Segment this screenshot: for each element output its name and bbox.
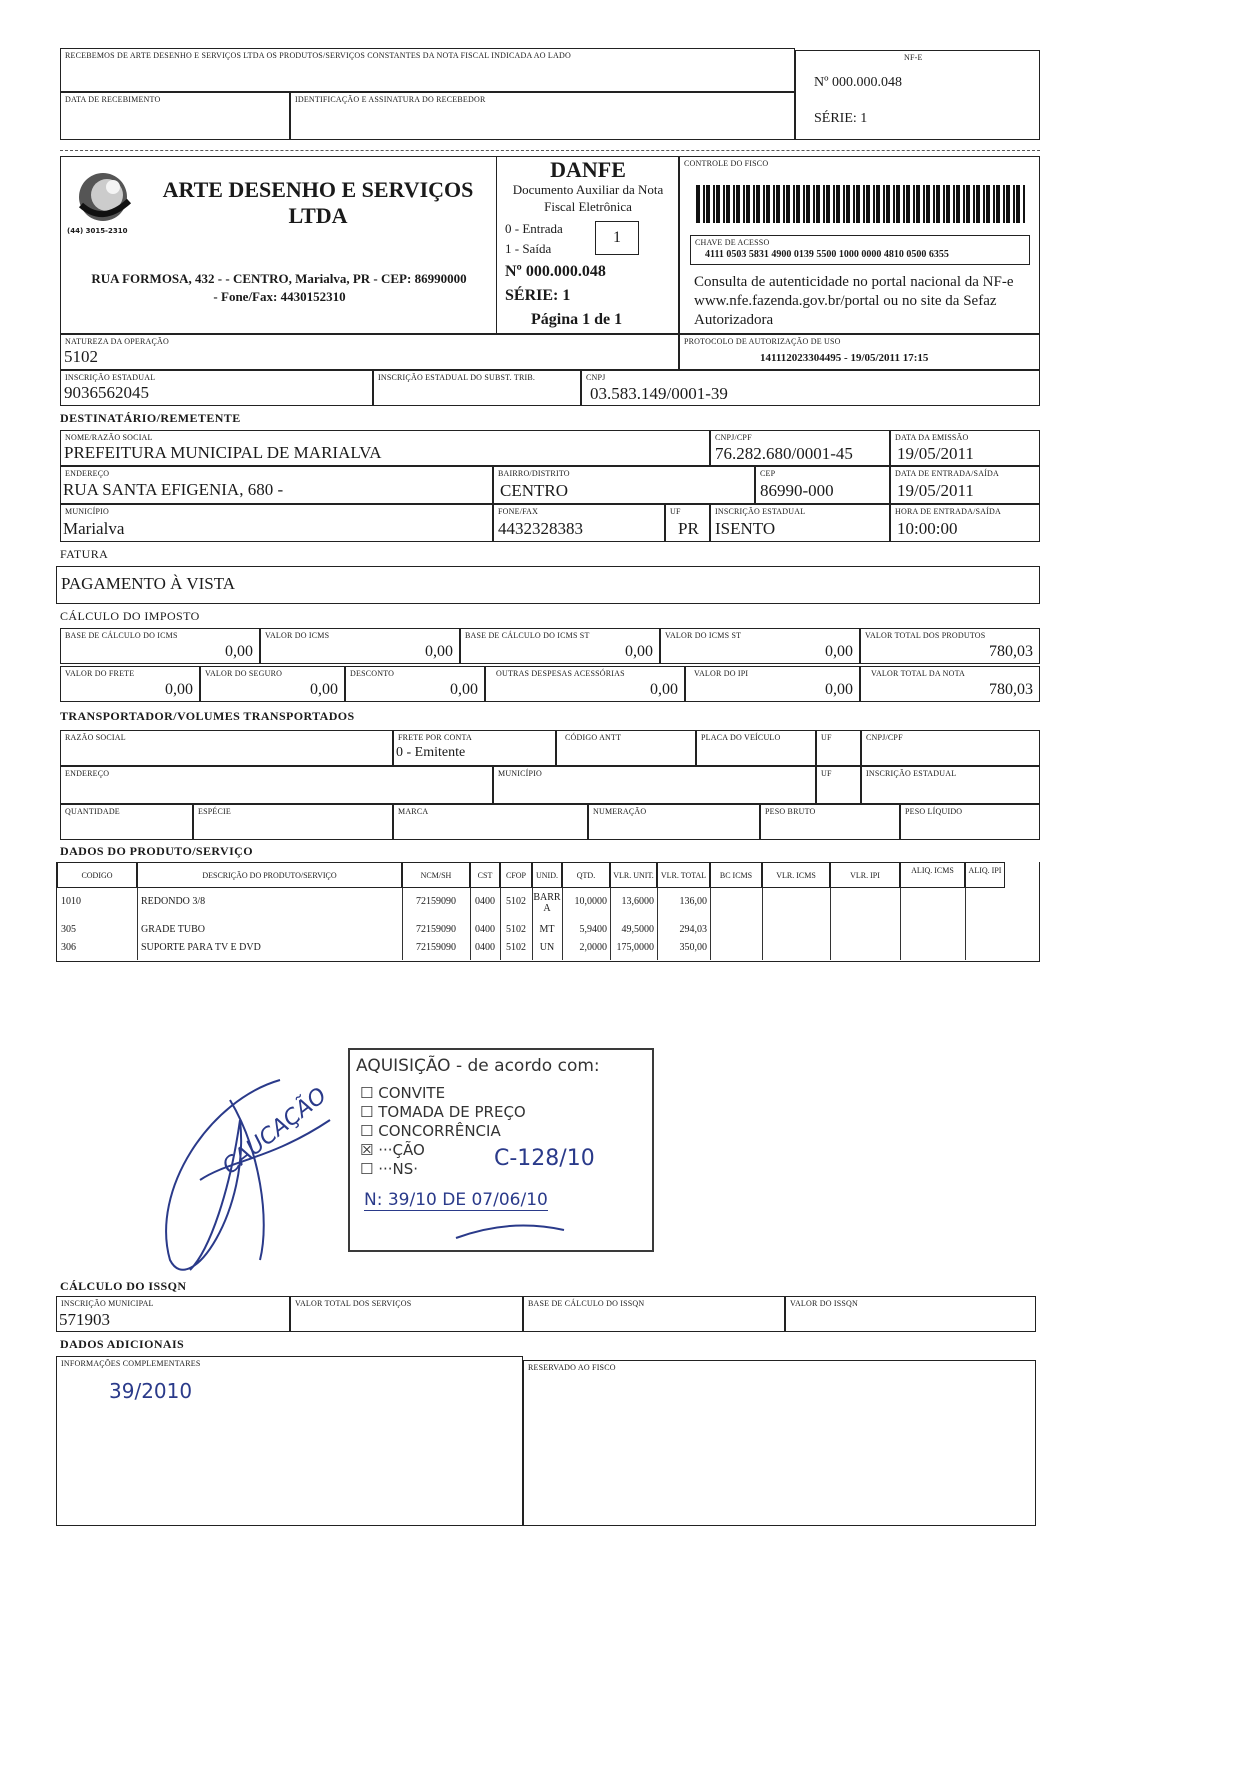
issqn-total-label: VALOR TOTAL DOS SERVIÇOS xyxy=(295,1299,412,1308)
produto-unid-cell: MT xyxy=(539,924,555,935)
transp-ie-field xyxy=(861,766,1040,804)
danfe-entrada: 0 - Entrada xyxy=(505,221,563,236)
danfe-tipo-box: 1 xyxy=(595,221,639,255)
produto-qtd-cell: 5,9400 xyxy=(579,924,607,935)
dest-entrada-value: 19/05/2011 xyxy=(897,481,974,500)
produto-descricao-cell: GRADE TUBO xyxy=(141,924,205,935)
dest-endereco-field xyxy=(60,466,493,504)
frete-label: VALOR DO FRETE xyxy=(65,669,135,678)
emitente-fone: - Fone/Fax: 4430152310 xyxy=(213,289,346,304)
checkbox-icon: ☐ xyxy=(360,1160,379,1178)
produto-cst-cell: 0400 xyxy=(475,942,495,953)
adicionais-section: DADOS ADICIONAIS xyxy=(60,1337,185,1351)
produtos-col-divider xyxy=(830,888,831,960)
produto-unid-cell: UN xyxy=(539,942,555,953)
dest-entrada-label: DATA DE ENTRADA/SAÍDA xyxy=(895,469,1000,478)
stamp-title: AQUISIÇÃO - de acordo com: xyxy=(356,1056,600,1076)
transp-endereco-field xyxy=(60,766,493,804)
icms-st-value: 0,00 xyxy=(825,643,853,660)
emitente-endereco: RUA FORMOSA, 432 - - CENTRO, Marialva, PR - CEP: 86990000 xyxy=(91,271,467,286)
transp-peso-bruto-field xyxy=(760,804,900,840)
transp-ie-label: INSCRIÇÃO ESTADUAL xyxy=(866,769,957,778)
icms-st-field xyxy=(660,628,860,664)
outras-label: OUTRAS DESPESAS ACESSÓRIAS xyxy=(496,669,625,678)
issqn-im-label: INSCRIÇÃO MUNICIPAL xyxy=(61,1299,154,1308)
canhoto-nfe xyxy=(795,50,1040,140)
destinatario-section: DESTINATÁRIO/REMETENTE xyxy=(60,411,241,425)
dest-cep-value: 86990-000 xyxy=(760,481,834,500)
issqn-bc-label: BASE DE CÁLCULO DO ISSQN xyxy=(528,1299,645,1308)
dest-emissao-field xyxy=(890,430,1040,466)
transp-numeracao-field xyxy=(588,804,760,840)
produtos-col-divider xyxy=(710,888,711,960)
produto-cst-cell: 0400 xyxy=(475,924,495,935)
produto-unit-cell: 175,0000 xyxy=(616,942,654,953)
dest-fone-field xyxy=(493,504,665,542)
dest-nome-field xyxy=(60,430,710,466)
dest-cnpj-field xyxy=(710,430,890,466)
danfe-numero: Nº 000.000.048 xyxy=(505,263,606,280)
produto-total-cell: 136,00 xyxy=(679,896,707,907)
dest-bairro-field xyxy=(493,466,755,504)
danfe-box xyxy=(497,156,679,334)
transp-razao-label: RAZÃO SOCIAL xyxy=(65,733,126,742)
transp-frete-value: 0 - Emitente xyxy=(396,745,466,760)
produto-codigo-cell: 1010 xyxy=(61,896,81,907)
canhoto-header-text: RECEBEMOS DE ARTE DESENHO E SERVIÇOS LTDA OS PRODUTOS/SERVIÇOS CONSTANTES DA NOTA FISCAL INDICADA AO LADO xyxy=(65,51,571,60)
dest-municipio-field xyxy=(60,504,493,542)
total-produtos-field xyxy=(860,628,1040,664)
protocolo-value: 141112023304495 - 19/05/2011 17:15 xyxy=(760,352,929,364)
dest-hora-label: HORA DE ENTRADA/SAÍDA xyxy=(895,507,1001,516)
dest-entrada-field xyxy=(890,466,1040,504)
bc-icms-value: 0,00 xyxy=(225,643,253,660)
transp-municipio-field xyxy=(493,766,816,804)
data-recebimento-field xyxy=(60,92,290,140)
transp-uf2-field xyxy=(816,766,861,804)
chave-acesso-field xyxy=(690,235,1030,265)
produtos-header-cell: VLR. TOTAL xyxy=(657,862,710,888)
produtos-table xyxy=(56,862,1040,962)
bc-st-label: BASE DE CÁLCULO DO ICMS ST xyxy=(465,631,590,640)
produto-unid-cell: BARR A xyxy=(533,892,561,914)
danfe-subtitle1: Documento Auxiliar da Nota xyxy=(512,182,664,197)
produtos-col-divider xyxy=(900,888,901,960)
produto-qtd-cell: 10,0000 xyxy=(574,896,607,907)
issqn-section: CÁLCULO DO ISSQN xyxy=(60,1279,187,1293)
transp-razao-field xyxy=(60,730,393,766)
outras-value: 0,00 xyxy=(650,681,678,698)
icms-st-label: VALOR DO ICMS ST xyxy=(665,631,742,640)
transp-marca-field xyxy=(393,804,588,840)
stamp-option xyxy=(360,1084,526,1103)
info-complementares-label: INFORMAÇÕES COMPLEMENTARES xyxy=(61,1359,201,1368)
dest-endereco-value: RUA SANTA EFIGENIA, 680 - xyxy=(63,480,284,499)
produto-cfop-cell: 5102 xyxy=(506,896,526,907)
produtos-section: DADOS DO PRODUTO/SERVIÇO xyxy=(60,844,253,858)
logo-phone: (44) 3015-2310 xyxy=(67,227,128,235)
controle-label: CONTROLE DO FISCO xyxy=(684,159,769,168)
cnpj-emitente-field xyxy=(581,370,1040,406)
dest-fone-value: 4432328383 xyxy=(498,519,583,538)
desconto-field xyxy=(345,666,485,702)
produto-ncm-cell: 72159090 xyxy=(416,924,456,935)
produto-ncm-cell: 72159090 xyxy=(416,896,456,907)
total-nota-value: 780,03 xyxy=(989,681,1033,698)
produtos-header-cell: BC ICMS xyxy=(710,862,762,888)
seguro-field xyxy=(200,666,345,702)
danfe-pagina: Página 1 de 1 xyxy=(531,311,623,328)
produtos-col-divider xyxy=(762,888,763,960)
dest-uf-label: UF xyxy=(670,507,681,516)
aquisicao-stamp xyxy=(348,1048,654,1252)
danfe-title: DANFE xyxy=(550,157,626,182)
natureza-field xyxy=(60,334,679,370)
transp-marca-label: MARCA xyxy=(398,807,429,816)
bc-st-value: 0,00 xyxy=(625,643,653,660)
consulta-text: Consulta de autenticidade no portal nacional da NF-e www.nfe.fazenda.gov.br/portal ou no site da Sefaz Autorizadora xyxy=(694,274,1014,328)
dest-municipio-label: MUNICÍPIO xyxy=(65,507,110,516)
stamp-underline-mark xyxy=(450,1216,570,1246)
produto-descricao-cell: REDONDO 3/8 xyxy=(141,896,206,907)
total-nota-field xyxy=(860,666,1040,702)
transp-peso-bruto-label: PESO BRUTO xyxy=(765,807,816,816)
stamp-option-label: ···NS· xyxy=(378,1160,419,1178)
issqn-valor-field xyxy=(785,1296,1036,1332)
dest-cep-field xyxy=(755,466,890,504)
stamp-option-label: TOMADA DE PREÇO xyxy=(378,1103,526,1121)
identificacao-label: IDENTIFICAÇÃO E ASSINATURA DO RECEBEDOR xyxy=(295,95,486,104)
identificacao-field xyxy=(290,92,795,140)
produtos-header-cell: ALIQ. ICMS xyxy=(900,862,965,888)
issqn-im-field xyxy=(56,1296,290,1332)
ie-emitente-field xyxy=(60,370,373,406)
icms-label: VALOR DO ICMS xyxy=(265,631,330,640)
stamp-ref: C-128/10 xyxy=(494,1146,595,1171)
dest-hora-field xyxy=(890,504,1040,542)
produtos-header-cell: CFOP xyxy=(500,862,532,888)
dest-emissao-value: 19/05/2011 xyxy=(897,444,974,463)
dest-ie-field xyxy=(710,504,890,542)
transp-frete-label: FRETE POR CONTA xyxy=(398,733,472,742)
transp-uf2-label: UF xyxy=(821,769,832,778)
protocolo-label: PROTOCOLO DE AUTORIZAÇÃO DE USO xyxy=(684,337,841,346)
dest-cep-label: CEP xyxy=(760,469,776,478)
produtos-header-cell: QTD. xyxy=(562,862,610,888)
cnpj-emitente-value: 03.583.149/0001-39 xyxy=(590,384,728,403)
transp-uf-label: UF xyxy=(821,733,832,742)
produto-total-cell: 294,03 xyxy=(679,924,707,935)
reservado-fisco-field xyxy=(523,1360,1036,1526)
produtos-header-cell: ALIQ. IPI xyxy=(965,862,1005,888)
info-complementares-field xyxy=(56,1356,523,1526)
transp-cnpj-label: CNPJ/CPF xyxy=(866,733,903,742)
total-produtos-label: VALOR TOTAL DOS PRODUTOS xyxy=(865,631,986,640)
controle-box xyxy=(679,156,1040,334)
chave-label: CHAVE DE ACESSO xyxy=(695,238,770,247)
produto-cst-cell: 0400 xyxy=(475,896,495,907)
dest-uf-field xyxy=(665,504,710,542)
produtos-col-divider xyxy=(137,888,138,960)
transp-municipio-label: MUNICÍPIO xyxy=(498,769,543,778)
fatura-field xyxy=(56,566,1040,604)
desconto-value: 0,00 xyxy=(450,681,478,698)
checkbox-icon: ☐ xyxy=(360,1103,379,1121)
transp-endereco-label: ENDEREÇO xyxy=(65,769,110,778)
ie-st-field xyxy=(373,370,581,406)
canhoto-numero: Nº 000.000.048 xyxy=(814,75,902,90)
danfe-serie: SÉRIE: 1 xyxy=(505,287,571,304)
produtos-header-cell: CST xyxy=(470,862,500,888)
ipi-value: 0,00 xyxy=(825,681,853,698)
stamp-option xyxy=(360,1122,526,1141)
checkbox-icon: ☐ xyxy=(360,1122,379,1140)
barcode xyxy=(696,185,1026,223)
produtos-header-cell: UNID. xyxy=(532,862,562,888)
dest-municipio-value: Marialva xyxy=(63,519,125,538)
dest-cnpj-value: 76.282.680/0001-45 xyxy=(715,444,853,463)
transp-frete-field xyxy=(393,730,556,766)
company-logo xyxy=(69,165,141,237)
canhoto-serie: SÉRIE: 1 xyxy=(814,111,868,126)
issqn-total-field xyxy=(290,1296,523,1332)
transp-antt-field xyxy=(556,730,696,766)
icms-field xyxy=(260,628,460,664)
transp-cnpj-field xyxy=(861,730,1040,766)
dest-endereco-label: ENDEREÇO xyxy=(65,469,110,478)
transp-placa-field xyxy=(696,730,816,766)
protocolo-field xyxy=(679,334,1040,370)
produto-descricao-cell: SUPORTE PARA TV E DVD xyxy=(141,942,261,953)
cnpj-emitente-label: CNPJ xyxy=(586,373,606,382)
stamp-option-label: ···ÇÃO xyxy=(378,1141,425,1159)
ipi-label: VALOR DO IPI xyxy=(694,669,749,678)
ipi-field xyxy=(685,666,860,702)
dest-ie-value: ISENTO xyxy=(715,519,776,538)
stamp-option xyxy=(360,1103,526,1122)
bc-st-field xyxy=(460,628,660,664)
produtos-header-cell: DESCRIÇÃO DO PRODUTO/SERVIÇO xyxy=(137,862,402,888)
transp-peso-liquido-field xyxy=(900,804,1040,840)
dest-cnpj-label: CNPJ/CPF xyxy=(715,433,752,442)
transp-especie-label: ESPÉCIE xyxy=(198,807,231,816)
bc-icms-label: BASE DE CÁLCULO DO ICMS xyxy=(65,631,178,640)
seguro-label: VALOR DO SEGURO xyxy=(205,669,283,678)
produto-codigo-cell: 306 xyxy=(61,942,76,953)
imposto-section: CÁLCULO DO IMPOSTO xyxy=(60,609,200,623)
emitente-nome: ARTE DESENHO E SERVIÇOS LTDA xyxy=(162,177,474,228)
icms-value: 0,00 xyxy=(425,643,453,660)
data-recebimento-label: DATA DE RECEBIMENTO xyxy=(65,95,161,104)
bc-icms-field xyxy=(60,628,260,664)
cut-line xyxy=(60,150,1040,151)
danfe-subtitle2: Fiscal Eletrônica xyxy=(544,199,632,214)
ie-emitente-value: 9036562045 xyxy=(64,383,149,402)
fatura-section: FATURA xyxy=(60,547,109,561)
transp-uf-field xyxy=(816,730,861,766)
transp-peso-liquido-label: PESO LÍQUIDO xyxy=(905,807,963,816)
dest-nome-label: NOME/RAZÃO SOCIAL xyxy=(65,433,153,442)
ie-st-label: INSCRIÇÃO ESTADUAL DO SUBST. TRIB. xyxy=(378,373,536,382)
produtos-header-cell: VLR. ICMS xyxy=(762,862,830,888)
checked-box-icon: ☒ xyxy=(360,1141,379,1159)
transp-numeracao-label: NUMERAÇÃO xyxy=(593,807,647,816)
produtos-header-cell: NCM/SH xyxy=(402,862,470,888)
produto-ncm-cell: 72159090 xyxy=(416,942,456,953)
produto-unit-cell: 13,6000 xyxy=(621,896,654,907)
dest-fone-label: FONE/FAX xyxy=(498,507,539,516)
dest-uf-value: PR xyxy=(678,519,699,538)
produto-codigo-cell: 305 xyxy=(61,924,76,935)
dest-emissao-label: DATA DA EMISSÃO xyxy=(895,433,969,442)
produto-cfop-cell: 5102 xyxy=(506,942,526,953)
transp-especie-field xyxy=(193,804,393,840)
frete-field xyxy=(60,666,200,702)
dest-ie-label: INSCRIÇÃO ESTADUAL xyxy=(715,507,806,516)
produtos-header-cell: CODIGO xyxy=(57,862,137,888)
transp-placa-label: PLACA DO VEÍCULO xyxy=(701,733,781,742)
chave-acesso: 4111 0503 5831 4900 0139 5500 1000 0000 4810 0500 6355 xyxy=(705,249,949,260)
issqn-bc-field xyxy=(523,1296,785,1332)
handwritten-caucao: CAUCAÇÃO xyxy=(218,1083,332,1180)
seguro-value: 0,00 xyxy=(310,681,338,698)
natureza-value: 5102 xyxy=(64,347,98,366)
handwritten-annotation: 39/2010 xyxy=(109,1379,193,1403)
produto-cfop-cell: 5102 xyxy=(506,924,526,935)
checkbox-icon: ☐ xyxy=(360,1084,379,1102)
issqn-valor-label: VALOR DO ISSQN xyxy=(790,1299,858,1308)
frete-value: 0,00 xyxy=(165,681,193,698)
produtos-header-cell: VLR. UNIT. xyxy=(610,862,657,888)
produto-total-cell: 350,00 xyxy=(679,942,707,953)
produto-qtd-cell: 2,0000 xyxy=(579,942,607,953)
dest-nome-value: PREFEITURA MUNICIPAL DE MARIALVA xyxy=(64,443,382,462)
stamp-option-label: CONCORRÊNCIA xyxy=(378,1122,501,1140)
nfe-label: NF-E xyxy=(904,53,923,62)
transporte-section: TRANSPORTADOR/VOLUMES TRANSPORTADOS xyxy=(60,709,355,723)
transp-antt-label: CÓDIGO ANTT xyxy=(565,733,622,742)
dest-bairro-label: BAIRRO/DISTRITO xyxy=(498,469,570,478)
ie-emitente-label: INSCRIÇÃO ESTADUAL xyxy=(65,373,156,382)
total-produtos-value: 780,03 xyxy=(989,643,1033,660)
produtos-header-cell: VLR. IPI xyxy=(830,862,900,888)
produtos-col-divider xyxy=(965,888,966,960)
transp-quantidade-label: QUANTIDADE xyxy=(65,807,120,816)
produto-unit-cell: 49,5000 xyxy=(621,924,654,935)
dest-bairro-value: CENTRO xyxy=(500,481,568,500)
total-nota-label: VALOR TOTAL DA NOTA xyxy=(871,669,966,678)
outras-field xyxy=(485,666,685,702)
natureza-label: NATUREZA DA OPERAÇÃO xyxy=(65,337,170,346)
fatura-value: PAGAMENTO À VISTA xyxy=(61,574,236,593)
canhoto-header xyxy=(60,48,795,92)
emitente-box xyxy=(60,156,497,334)
stamp-numero: N: 39/10 DE 07/06/10 xyxy=(364,1190,548,1210)
reservado-fisco-label: RESERVADO AO FISCO xyxy=(528,1363,616,1372)
danfe-saida: 1 - Saída xyxy=(505,241,552,256)
stamp-option-label: CONVITE xyxy=(378,1084,446,1102)
transp-quantidade-field xyxy=(60,804,193,840)
issqn-im-value: 571903 xyxy=(59,1310,110,1329)
desconto-label: DESCONTO xyxy=(350,669,395,678)
dest-hora-value: 10:00:00 xyxy=(897,519,958,538)
